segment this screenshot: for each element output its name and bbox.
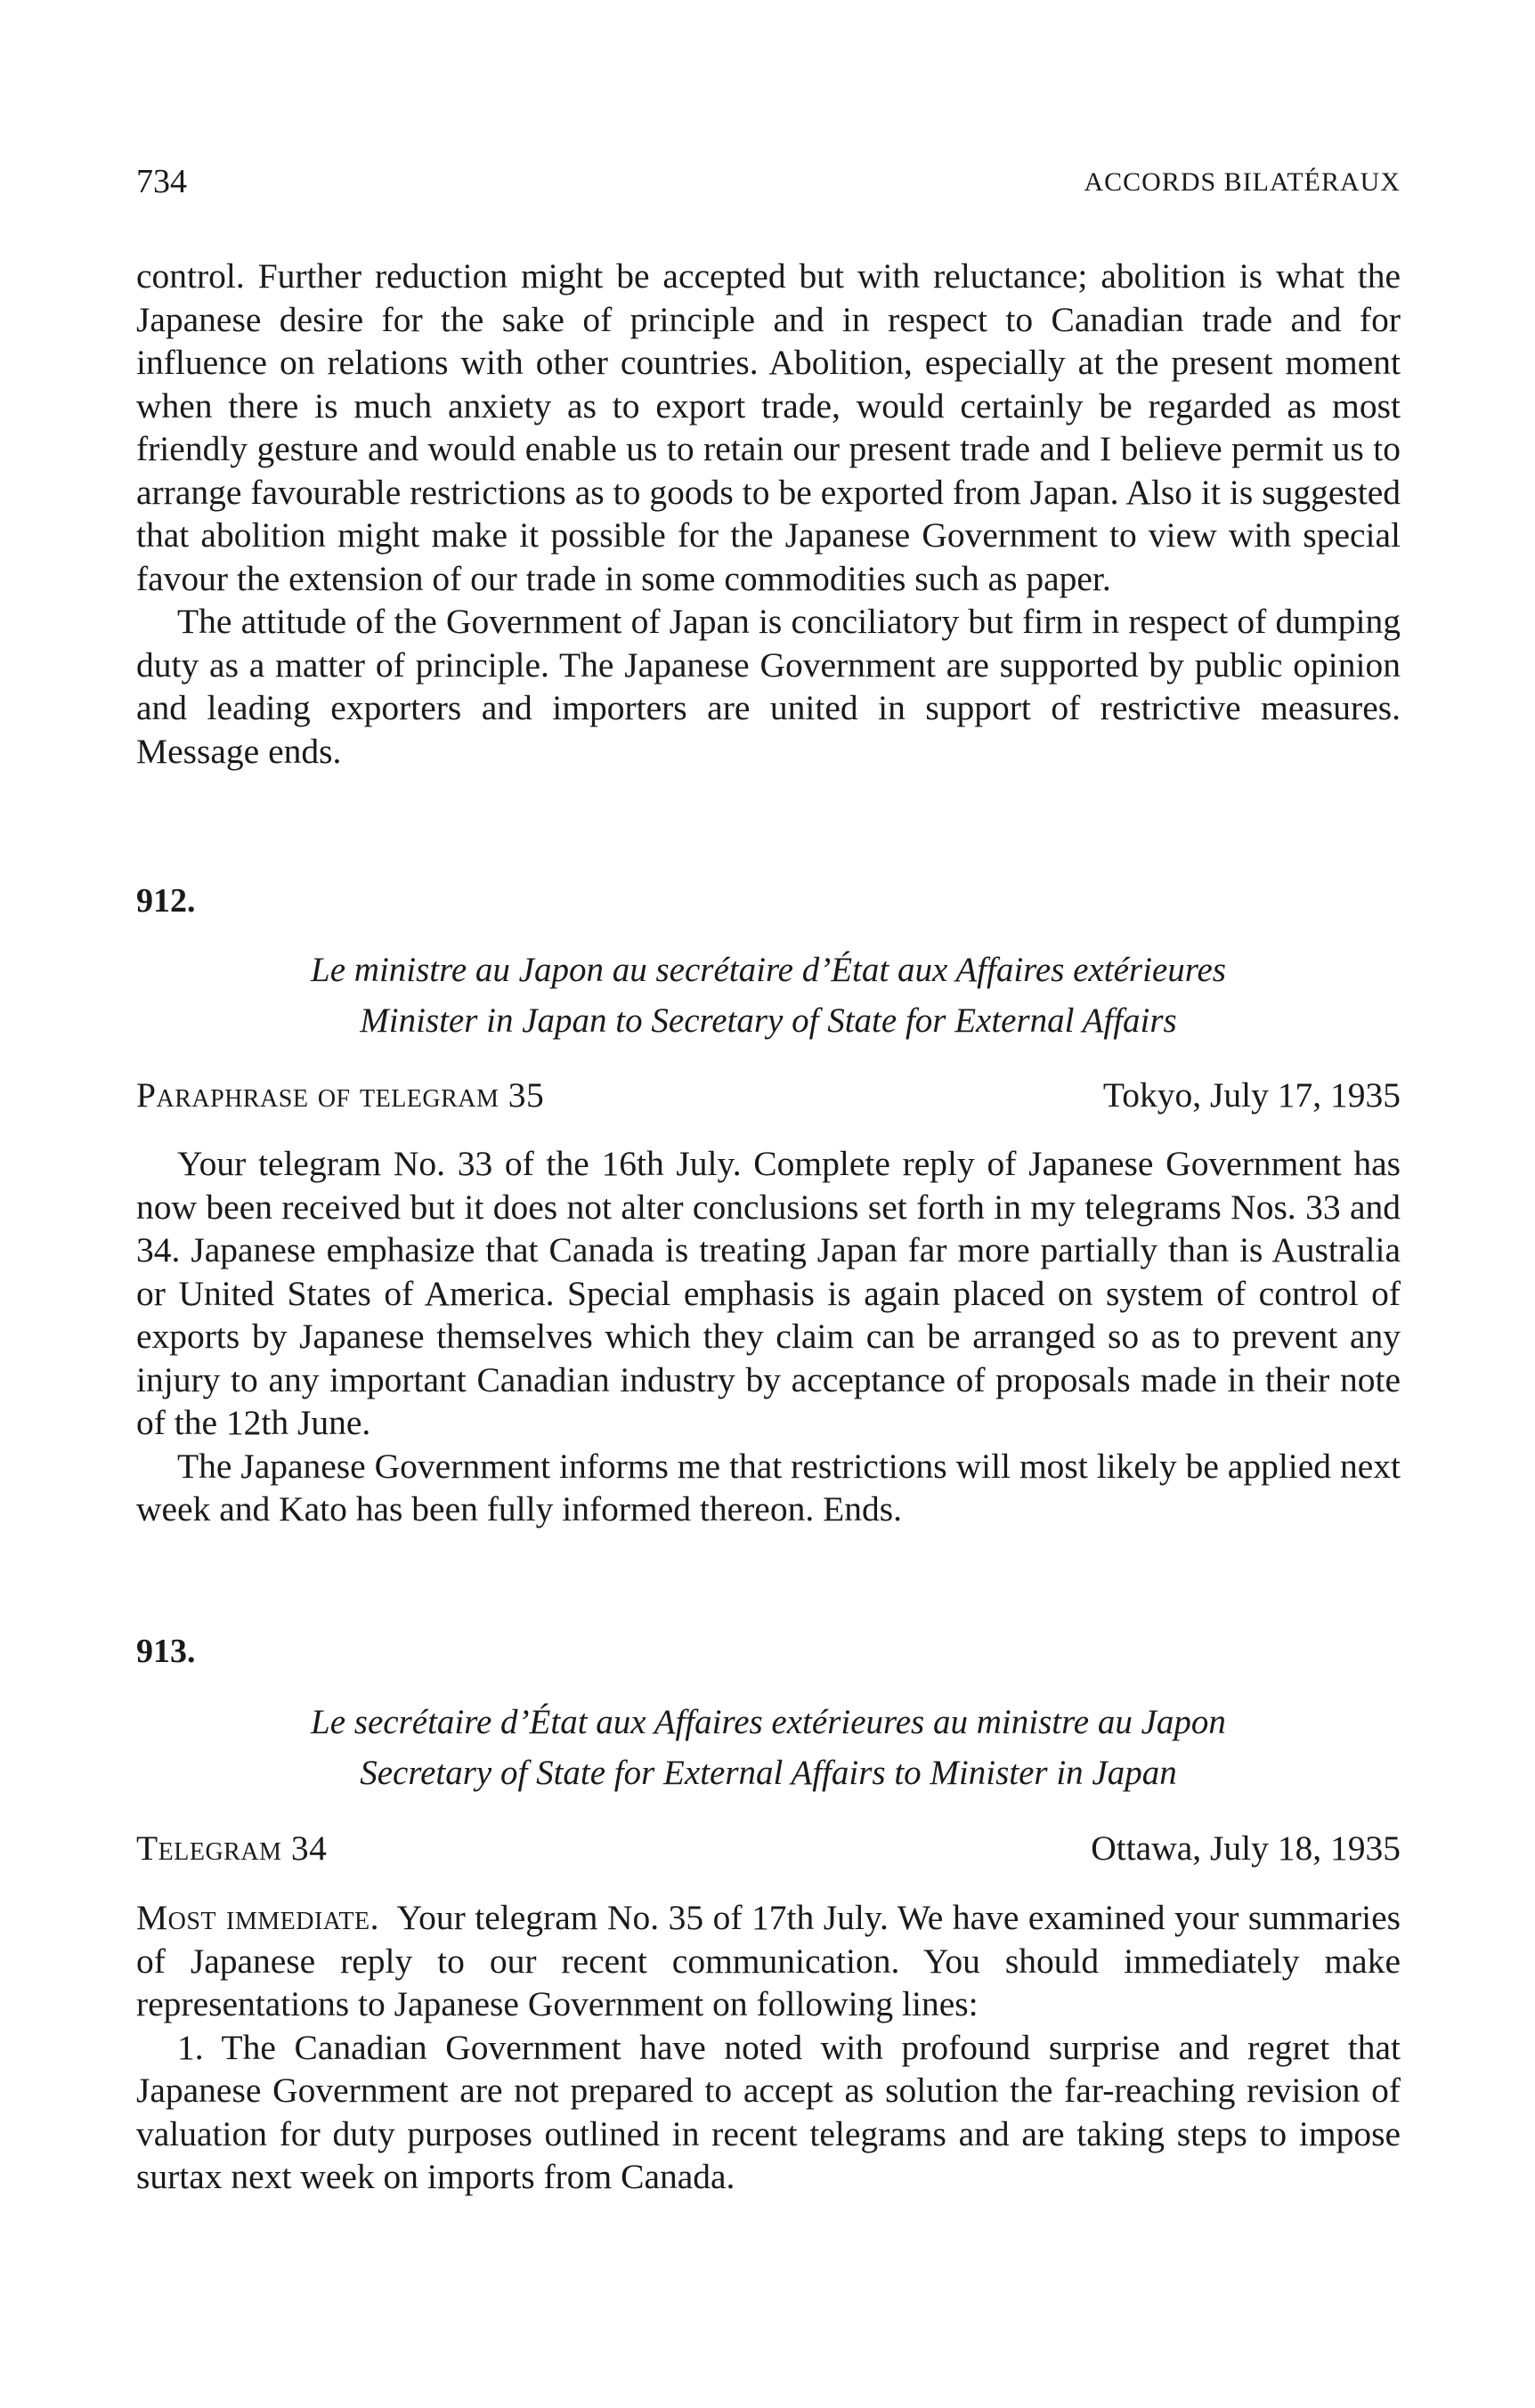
body-paragraph <box>136 1896 1401 2026</box>
document-number-912: 912. <box>136 882 196 920</box>
document-heading-913 <box>136 1697 1401 1798</box>
document-meta-913 <box>136 1828 1401 1872</box>
document-body-913 <box>136 1896 1401 2199</box>
body-text: Your telegram No. 35 of 17th July. We have examined your summaries of Japanese reply to our recent communication. You should immediately make representations to Japanese Government on following lines: <box>136 1898 1401 2023</box>
priority-label: Most immediate. <box>136 1898 379 1937</box>
continuation-paragraph: control. Further reduction might be accepted but with reluctance; abolition is what the Japanese desire for the sake of principle and in respect to Canadian trade and for influence on relations with other countries. Abolition, especially at the present moment when there is much anxiety as to export trade, would certainly be regarded as most friendly gesture and would enable us to retain our present trade and I believe permit us to arrange favourable restrictions as to goods to be exported from Japan. Also it is suggested that abolition might make it possible for the Japanese Government to view with special favour the extension of our trade in some commodities such as paper. <box>136 256 1401 598</box>
running-title: ACCORDS BILATÉRAUX <box>1084 167 1401 197</box>
document-type: Telegram 34 <box>136 1828 328 1868</box>
document-meta-912 <box>136 1074 1401 1119</box>
heading-english: Minister in Japan to Secretary of State for External Affairs <box>360 1001 1177 1040</box>
place-date: Tokyo, July 17, 1935 <box>1102 1075 1401 1115</box>
body-paragraph: The Japanese Government informs me that restrictions will most likely be applied next week and Kato has been fully informed thereon. Ends. <box>136 1446 1401 1528</box>
heading-english: Secretary of State for External Affairs to Minister in Japan <box>360 1754 1177 1792</box>
page-number: 734 <box>136 163 187 200</box>
document-body-912 <box>136 1142 1401 1531</box>
body-paragraph: Your telegram No. 33 of the 16th July. Complete reply of Japanese Government has now been received but it does not alter conclusions set forth in my telegrams Nos. 33 and 34. Japanese emphasize that Canada is treating Japan far more partially than is Australia or United States of America. Special emphasis is again placed on system of control of exports by Japanese themselves which they claim can be arranged so as to prevent any injury to any important Canadian industry by acceptance of proposals made in their note of the 12th June. <box>136 1144 1401 1442</box>
document-number-913: 913. <box>136 1633 196 1670</box>
continuation-paragraph: The attitude of the Government of Japan is conciliatory but firm in respect of dumping duty as a matter of principle. The Japanese Government are supported by public opinion and leading exporters and importers are united in support of restrictive measures. Message ends. <box>136 602 1401 771</box>
place-date: Ottawa, July 18, 1935 <box>1091 1828 1401 1868</box>
document-type: Paraphrase of telegram 35 <box>136 1075 545 1115</box>
heading-french: Le ministre au Japon au secrétaire d’État aux Affaires extérieures <box>311 951 1226 989</box>
heading-french: Le secrétaire d’État aux Affaires extérieures au ministre au Japon <box>311 1703 1226 1741</box>
body-paragraph: 1. The Canadian Government have noted with profound surprise and regret that Japanese Government are not prepared to accept as solution the far-reaching revision of valuation for duty purposes outlined in recent telegrams and are taking steps to impose surtax next week on imports from Canada. <box>136 2027 1401 2196</box>
document-heading-912 <box>136 945 1401 1046</box>
continuation-text <box>136 255 1401 773</box>
running-head <box>136 162 1401 207</box>
